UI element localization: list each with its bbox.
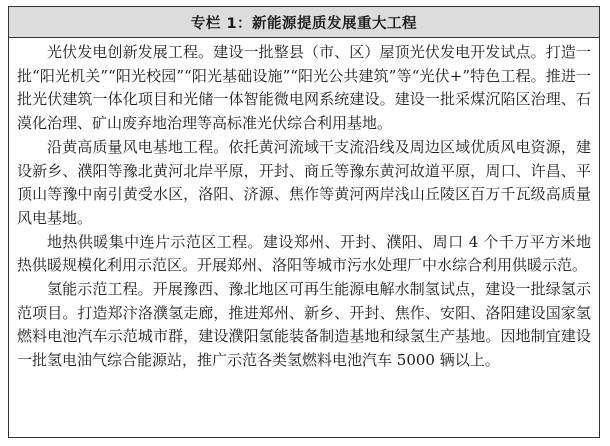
paragraph-wind: 沿黄高质量风电基地工程。依托黄河流域干支流沿线及周边区域优质风电资源，建设新乡、濮阳等豫北黄河北岸平原，开封、商丘等豫东黄河故道平原，周口、许昌、平顶山等豫中南引黄受水区，洛阳、济源、焦作等黄河两岸浅山丘陵区百万千瓦级高质量风电基地。 <box>17 137 591 227</box>
paragraph-geothermal: 地热供暖集中连片示范区工程。建设郑州、开封、濮阳、周口 4 个千万平方米地热供暖规模化利用示范区。开展郑州、洛阳等城市污水处理厂中水综合利用供暖示范。 <box>17 232 591 275</box>
column-content <box>9 38 599 373</box>
paragraph-hydrogen: 氢能示范工程。开展豫西、豫北地区可再生能源电解水制氢试点，建设一批绿氢示范项目。打造郑汴洛濮氢走廊，推进郑州、新乡、开封、焦作、安阳、洛阳建设国家氢燃料电池汽车示范城市群，建设濮阳氢能装备制造基地和绿氢生产基地。因地制宜建设一批氢电油气综合能源站，推广示范各类氢燃料电池汽车 5000 辆以上。 <box>17 280 591 370</box>
column-box <box>8 6 600 438</box>
paragraph-solar: 光伏发电创新发展工程。建设一批整县（市、区）屋顶光伏发电开发试点。打造一批“阳光机关”“阳光校园”“阳光基础设施”“阳光公共建筑”等“光伏+”特色工程。推进一批光伏建筑一体化项目和光储一体智能微电网系统建设。建设一批采煤沉陷区治理、石漠化治理、矿山废弃地治理等高标准光伏综合利用基地。 <box>17 43 591 133</box>
column-title: 专栏 1：新能源提质发展重大工程 <box>9 7 599 38</box>
